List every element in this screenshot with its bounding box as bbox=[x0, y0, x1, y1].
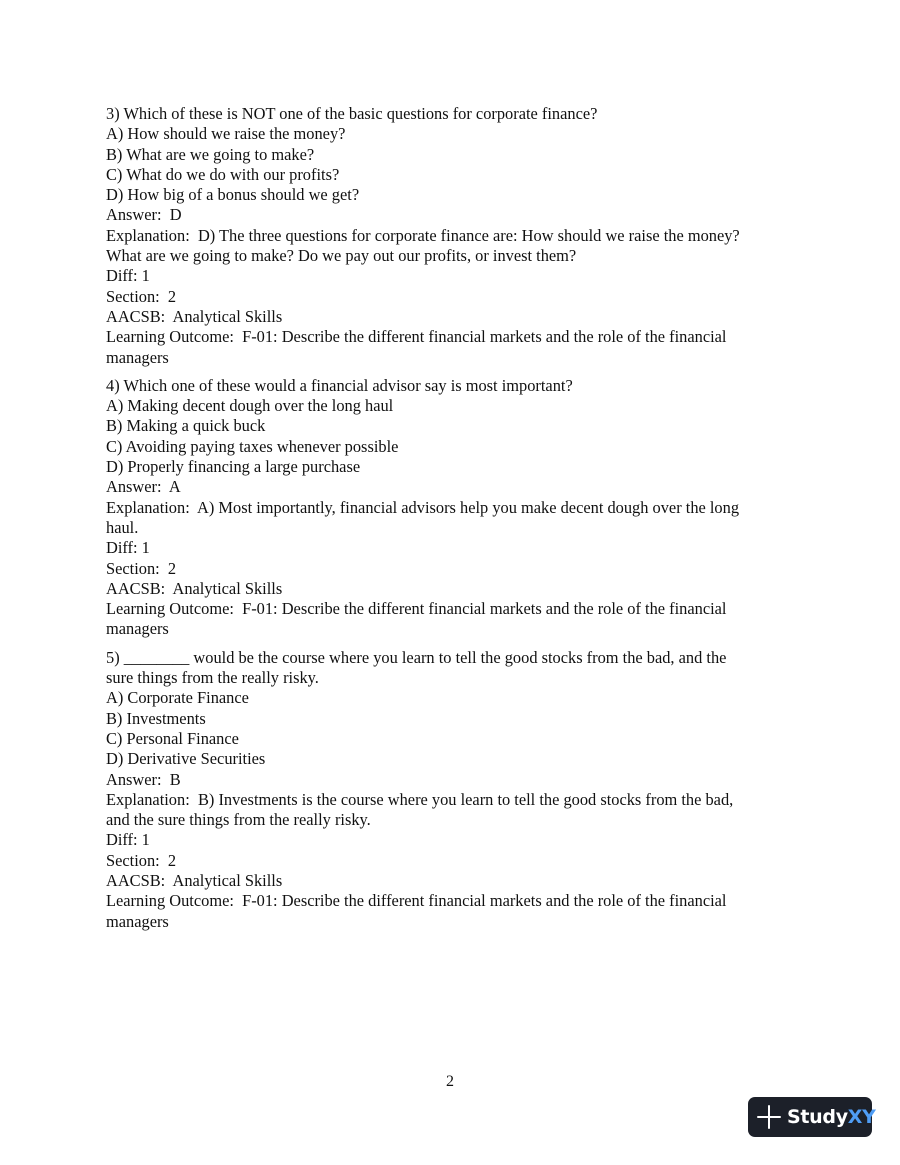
difficulty: Diff: 1 bbox=[106, 830, 150, 850]
option-b: B) What are we going to make? bbox=[106, 144, 315, 164]
badge-text-xy: XY bbox=[847, 1106, 876, 1128]
option-b: B) Making a quick buck bbox=[106, 416, 266, 436]
explanation-line-2: What are we going to make? Do we pay out our profits, or invest them? bbox=[106, 246, 577, 266]
option-a: A) Making decent dough over the long haul bbox=[106, 396, 394, 416]
difficulty: Diff: 1 bbox=[106, 266, 150, 286]
plus-icon bbox=[757, 1105, 781, 1129]
question-text-line-2: sure things from the really risky. bbox=[106, 668, 319, 688]
option-d: D) Properly financing a large purchase bbox=[106, 457, 361, 477]
explanation-line-2: haul. bbox=[106, 517, 139, 537]
learning-outcome-line-2: managers bbox=[106, 619, 169, 639]
question-text: 4) Which one of these would a financial advisor say is most important? bbox=[106, 375, 573, 395]
option-a: A) Corporate Finance bbox=[106, 688, 249, 708]
option-a: A) How should we raise the money? bbox=[106, 124, 346, 144]
explanation-line-2: and the sure things from the really risky. bbox=[106, 810, 371, 830]
section: Section: 2 bbox=[106, 558, 177, 578]
studyxy-badge[interactable] bbox=[748, 1097, 876, 1137]
learning-outcome-line-1: Learning Outcome: F-01: Describe the different financial markets and the role of the financial bbox=[106, 327, 727, 347]
explanation-line-1: Explanation: A) Most importantly, financial advisors help you make decent dough over the long bbox=[106, 497, 740, 517]
option-d: D) How big of a bonus should we get? bbox=[106, 185, 360, 205]
answer: Answer: D bbox=[106, 205, 182, 225]
question-text-line-1: 5) ________ would be the course where you learn to tell the good stocks from the bad, and the bbox=[106, 647, 727, 667]
answer: Answer: B bbox=[106, 769, 181, 789]
explanation-line-1: Explanation: D) The three questions for corporate finance are: How should we raise the money? bbox=[106, 225, 740, 245]
option-c: C) Avoiding paying taxes whenever possible bbox=[106, 436, 399, 456]
page-number: 2 bbox=[446, 1073, 454, 1090]
question-text: 3) Which of these is NOT one of the basic questions for corporate finance? bbox=[106, 104, 598, 123]
aacsb: AACSB: Analytical Skills bbox=[106, 578, 283, 598]
option-b: B) Investments bbox=[106, 708, 206, 728]
section: Section: 2 bbox=[106, 850, 177, 870]
learning-outcome-line-2: managers bbox=[106, 911, 169, 931]
learning-outcome-line-1: Learning Outcome: F-01: Describe the different financial markets and the role of the financial bbox=[106, 599, 727, 619]
option-c: C) What do we do with our profits? bbox=[106, 164, 340, 184]
question-5 bbox=[106, 648, 806, 932]
learning-outcome-line-1: Learning Outcome: F-01: Describe the different financial markets and the role of the financial bbox=[106, 891, 727, 911]
learning-outcome-line-2: managers bbox=[106, 347, 169, 367]
aacsb: AACSB: Analytical Skills bbox=[106, 306, 283, 326]
section: Section: 2 bbox=[106, 286, 177, 306]
badge-text-study: Study bbox=[787, 1106, 848, 1128]
badge-wordmark bbox=[787, 1106, 876, 1128]
question-3 bbox=[106, 104, 806, 368]
aacsb: AACSB: Analytical Skills bbox=[106, 870, 283, 890]
document-page bbox=[106, 104, 806, 940]
question-4 bbox=[106, 376, 806, 640]
answer: Answer: A bbox=[106, 477, 181, 497]
explanation-line-1: Explanation: B) Investments is the course where you learn to tell the good stocks from the bad, bbox=[106, 789, 734, 809]
difficulty: Diff: 1 bbox=[106, 538, 150, 558]
option-d: D) Derivative Securities bbox=[106, 749, 266, 769]
option-c: C) Personal Finance bbox=[106, 728, 239, 748]
